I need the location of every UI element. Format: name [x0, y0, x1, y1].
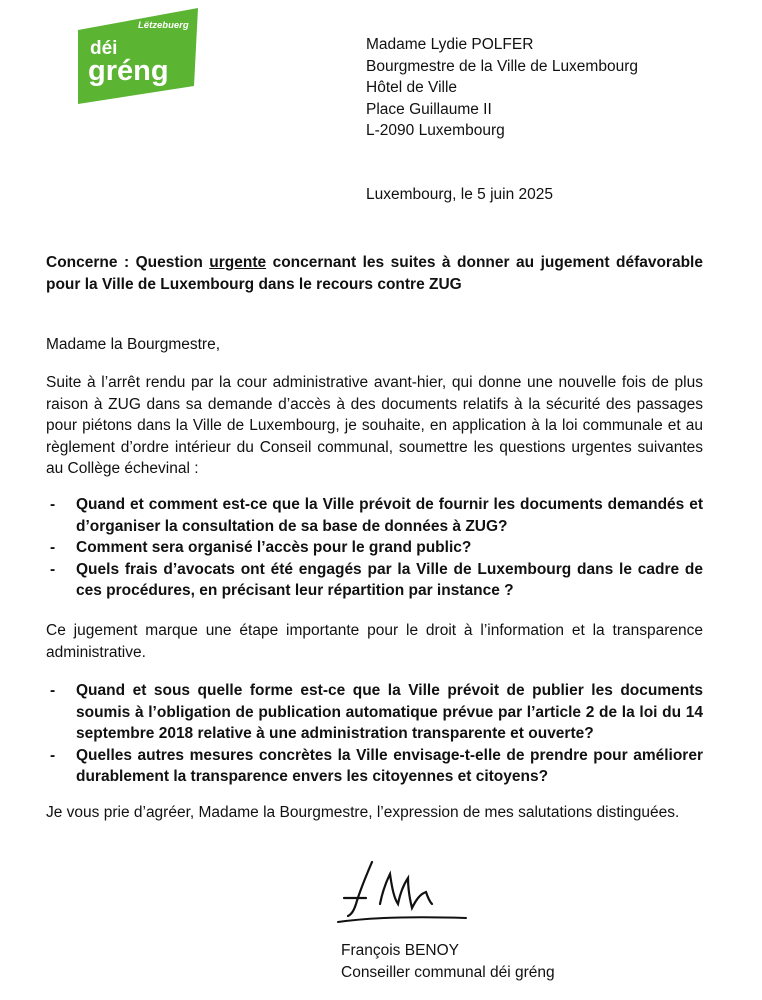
signer-name: François BENOY — [341, 942, 460, 959]
signer-block — [341, 940, 555, 984]
question-item — [46, 680, 703, 745]
salutation: Madame la Bourgmestre, — [46, 336, 221, 353]
recipient-line: Madame Lydie POLFER — [366, 36, 534, 53]
question-item — [46, 559, 703, 602]
question-text: Quand et comment est-ce que la Ville prévoit de fournir les documents demandés et d’organiser la consultation de sa base de données à ZUG? — [76, 496, 703, 535]
recipient-line: Place Guillaume II — [366, 100, 492, 118]
subject-prefix: Concerne : Question — [46, 254, 210, 271]
intro-paragraph: Suite à l’arrêt rendu par la cour administrative avant-hier, qui donne une nouvelle fois de plus raison à ZUG dans sa demande d’accès à des documents relatifs à la sécurité des passages pour piétons dans la Ville de Luxembourg, je souhaite, en application à la loi communale et au règlement d’ordre intérieur du Conseil communal, soumettre les questions urgentes suivantes au Collège échevinal : — [46, 374, 703, 477]
subject-urgent: urgente — [209, 254, 267, 271]
dei-greng-logo — [76, 6, 200, 106]
questions-list-2 — [46, 680, 703, 788]
bullet-dash: - — [50, 560, 56, 578]
recipient-address — [366, 34, 638, 142]
handwritten-signature — [336, 858, 476, 934]
recipient-line: Hôtel de Ville — [366, 79, 458, 96]
question-text: Comment sera organisé l’accès pour le grand public? — [76, 539, 472, 556]
transparency-paragraph: Ce jugement marque une étape importante pour le droit à l’information et la transparence administrative. — [46, 622, 703, 661]
logo-line1: déi — [90, 38, 118, 59]
bullet-dash: - — [50, 746, 56, 764]
recipient-line: Bourgmestre de la Ville de Luxembourg — [366, 57, 638, 75]
closing-formula: Je vous prie d’agréer, Madame la Bourgmestre, l’expression de mes salutations distinguées. — [46, 804, 680, 821]
question-item — [46, 537, 703, 559]
bullet-dash: - — [50, 539, 56, 556]
subject-line — [46, 252, 703, 295]
subject-rest: concernant les suites à donner au jugement défavorable pour la Ville de Luxembourg dans le recours contre ZUG — [46, 254, 703, 293]
signer-title: Conseiller communal déi gréng — [341, 964, 555, 981]
question-text: Quelles autres mesures concrètes la Ville envisage-t-elle de prendre pour améliorer durablement la transparence envers les citoyennes et citoyens? — [76, 746, 703, 785]
questions-list-1 — [46, 494, 703, 602]
question-item — [46, 745, 703, 788]
bullet-dash: - — [50, 682, 56, 699]
logo-top-text: Lëtzebuerg — [138, 20, 189, 31]
letter-date: Luxembourg, le 5 juin 2025 — [366, 186, 553, 203]
question-text: Quels frais d’avocats ont été engagés par la Ville de Luxembourg dans le cadre de ces procédures, en précisant leur répartition par instance ? — [76, 560, 703, 599]
question-item — [46, 494, 703, 537]
logo-line2: gréng — [88, 55, 169, 87]
question-text: Quand et sous quelle forme est-ce que la Ville prévoit de publier les documents soumis à l’obligation de publication automatique prévue par l’article 2 de la loi du 14 septembre 2018 relative à une administration transparente et ouverte? — [76, 682, 703, 742]
recipient-line: L-2090 Luxembourg — [366, 122, 505, 139]
bullet-dash: - — [50, 496, 56, 513]
